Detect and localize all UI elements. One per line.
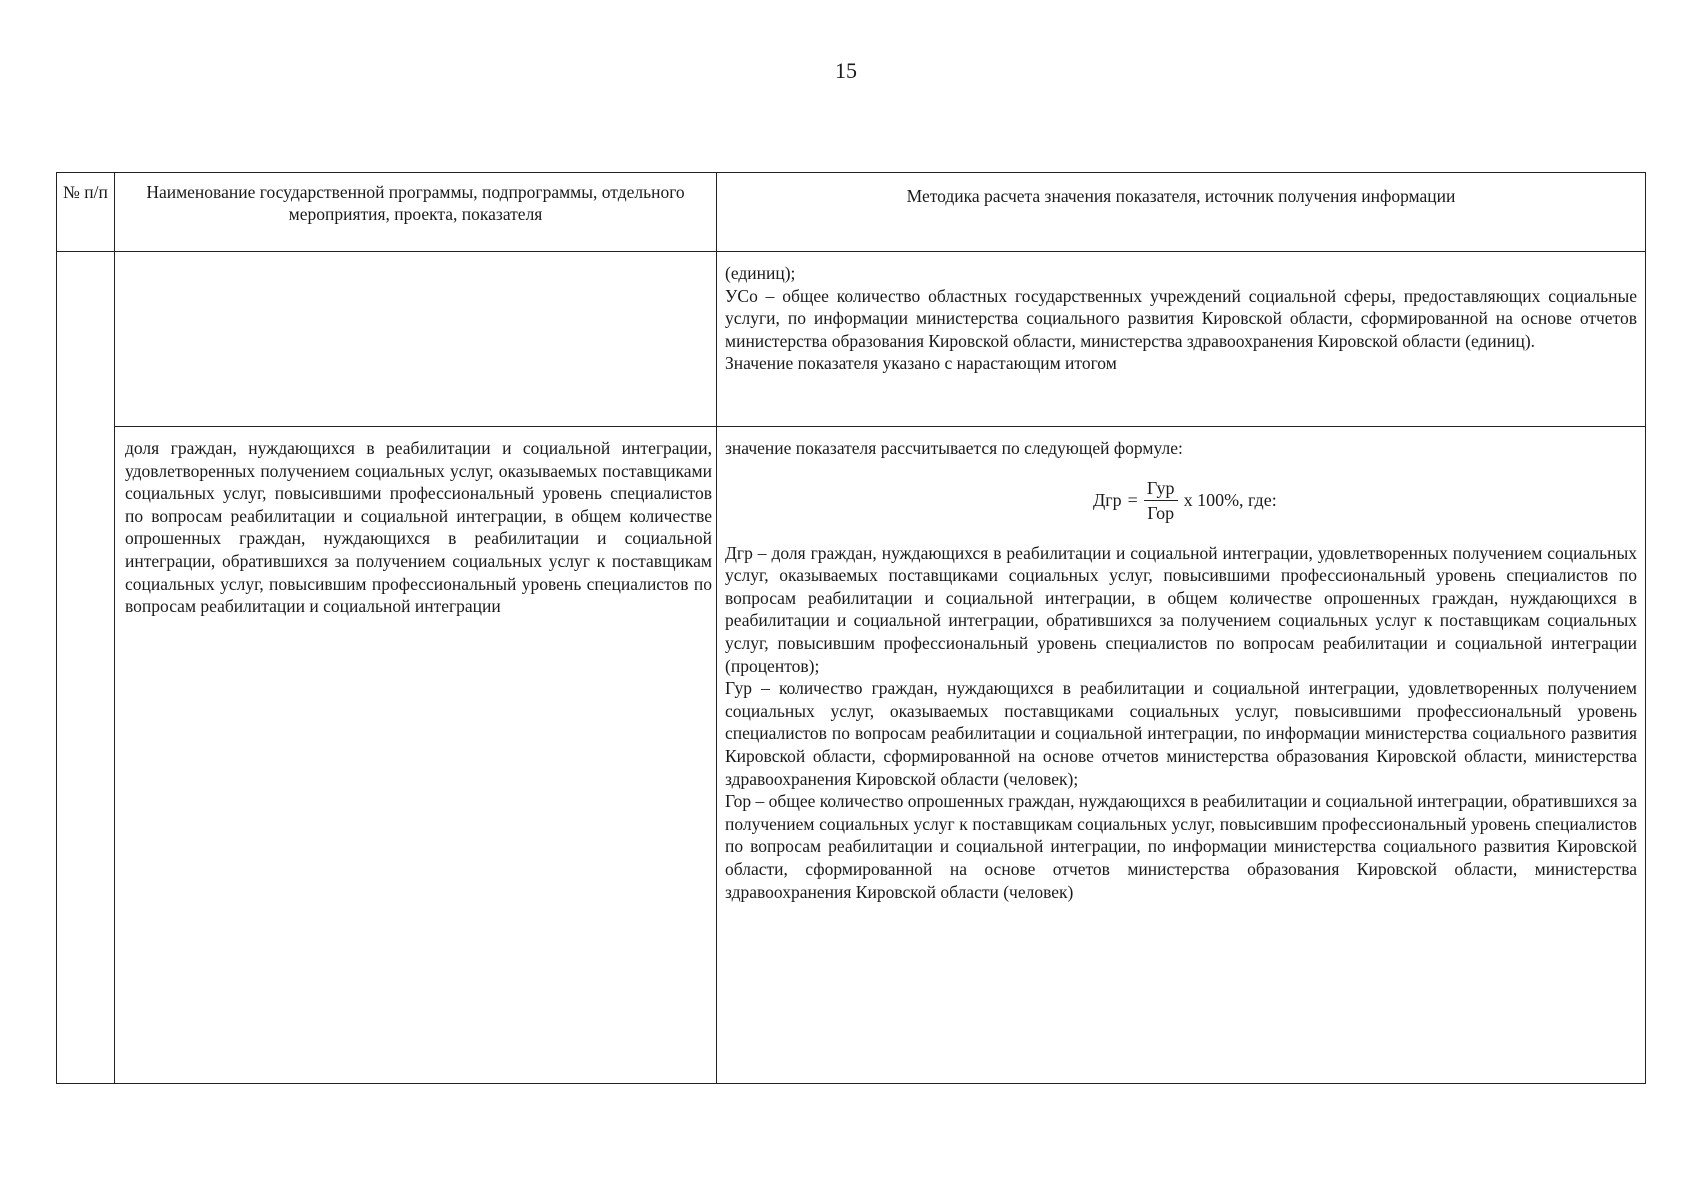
- formula: [725, 460, 1637, 542]
- header-method: Методика расчета значения показателя, источник получения информации: [717, 173, 1646, 252]
- indicator-name-cell: доля граждан, нуждающихся в реабилитации и социальной интеграции, удовлетворенных получением социальных услуг, оказываемых поставщиками социальных услуг, повысившими профессиональный уровень специалистов по вопросам реабилитации и социальной интеграции, в общем количестве опрошенных граждан, нуждающихся в реабилитации и социальной интеграции, обратившихся за получением социальных услуг к поставщикам социальных услуг, повысившим профессиональный уровень специалистов по вопросам реабилитации и социальной интеграции: [115, 427, 717, 1084]
- page-number: 15: [835, 58, 857, 83]
- indicator-method-cell: [717, 427, 1646, 1084]
- row-number-cell: [57, 252, 115, 427]
- method-intro: значение показателя рассчитывается по следующей формуле:: [725, 438, 1183, 458]
- header-name: Наименование государственной программы, подпрограммы, отдельного мероприятия, проекта, показателя: [115, 173, 717, 252]
- method-line: (единиц);: [725, 263, 796, 283]
- definition-paragraph: Дгр – доля граждан, нуждающихся в реабилитации и социальной интеграции, удовлетворенных получением социальных услуг, оказываемых поставщиками социальных услуг, повысившими профессиональный уровень специалистов по вопросам реабилитации и социальной интеграции, в общем количестве опрошенных граждан, нуждающихся в реабилитации и социальной интеграции, обратившихся за получением социальных услуг к поставщикам социальных услуг, повысившим профессиональный уровень специалистов по вопросам реабилитации и социальной интеграции (процентов);: [725, 542, 1637, 676]
- table-row: [57, 427, 1646, 1084]
- formula-denominator: Гор: [1147, 502, 1175, 523]
- row-method-cell: [717, 252, 1646, 427]
- formula-lhs: Дгр: [1093, 489, 1122, 510]
- table-header-row: [57, 173, 1646, 252]
- formula-numerator: Гур: [1144, 478, 1178, 501]
- indicator-table: [56, 172, 1646, 1084]
- method-line: Значение показателя указано с нарастающим итогом: [725, 353, 1117, 374]
- formula-equals: =: [1127, 489, 1138, 510]
- header-number: № п/п: [57, 173, 115, 252]
- definition-paragraph: Гор – общее количество опрошенных граждан, нуждающихся в реабилитации и социальной интеграции, обратившихся за получением социальных услуг к поставщикам социальных услуг, повысившим профессиональный уровень специалистов по вопросам реабилитации и социальной интеграции, по информации министерства социального развития Кировской области, сформированной на основе отчетов министерства образования Кировской области, министерства здравоохранения Кировской области (человек): [725, 791, 1637, 902]
- definition-paragraph: Гур – количество граждан, нуждающихся в реабилитации и социальной интеграции, удовлетворенных получением социальных услуг, оказываемых поставщиками социальных услуг, повысившими профессиональный уровень специалистов по вопросам реабилитации и социальной интеграции, по информации министерства социального развития Кировской области, сформированной на основе отчетов министерства образования Кировской области, министерства здравоохранения Кировской области (человек);: [725, 678, 1637, 789]
- row-name-cell: [115, 252, 717, 427]
- row-number-cell: [57, 427, 115, 1084]
- method-line: УСо – общее количество областных государственных учреждений социальной сферы, предоставляющих социальные услуги, по информации министерства социального развития Кировской области, сформированной на основе отчетов министерства образования Кировской области, министерства здравоохранения Кировской области (единиц).: [725, 285, 1637, 351]
- formula-tail: x 100%, где:: [1183, 489, 1277, 510]
- table-row: [57, 252, 1646, 427]
- formula-fraction: [1144, 478, 1178, 523]
